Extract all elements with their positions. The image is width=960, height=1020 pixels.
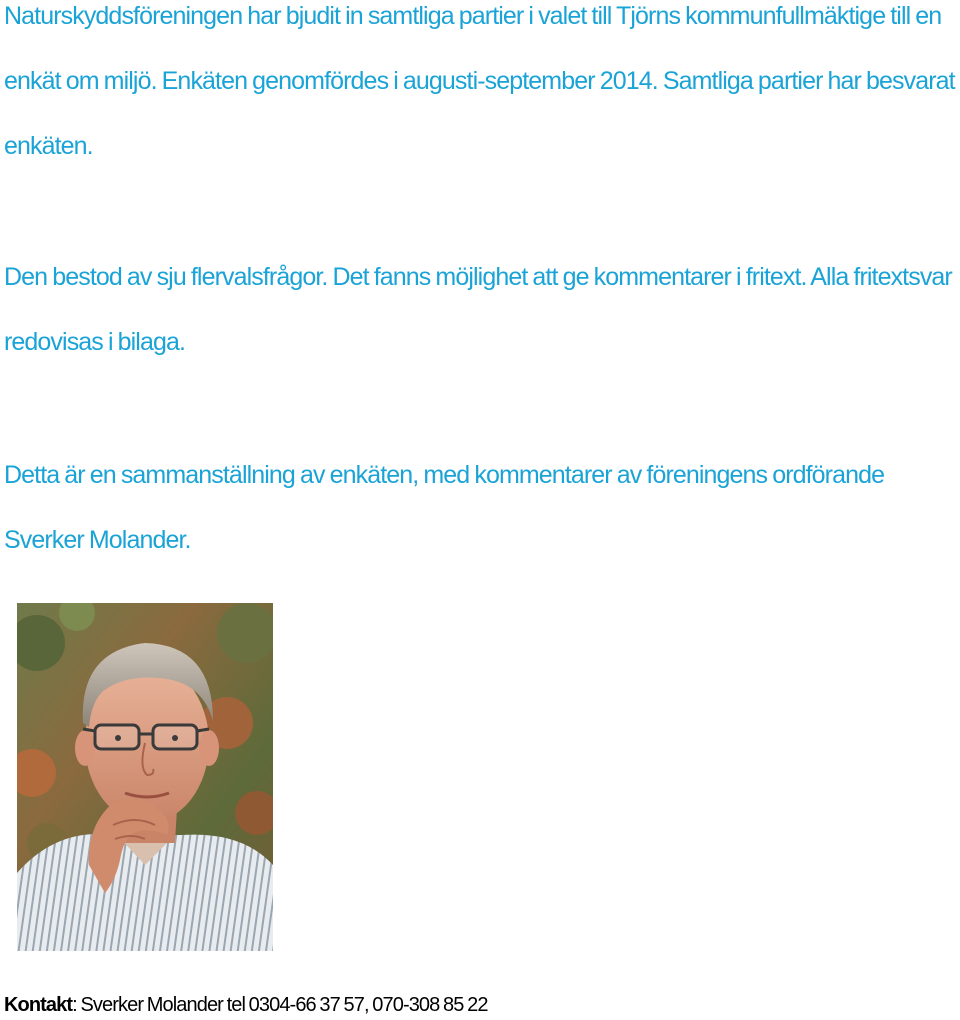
contact-separator: : xyxy=(72,994,81,1016)
intro-paragraph-3: Detta är en sammanställning av enkäten, med kommentarer av föreningens ordförande Sverker Molander. xyxy=(4,461,885,554)
intro-paragraph-2: Den bestod av sju flervalsfrågor. Det fanns möjlighet att ge kommentarer i fritext. Alla fritextsvar redovisas i bilaga. xyxy=(4,263,952,356)
contact-label: Kontakt xyxy=(4,994,73,1016)
intro-paragraph-1: Naturskyddsföreningen har bjudit in samtliga partier i valet till Tjörns kommunfullmäktige till en enkät om miljö. Enkäten genomfördes i augusti-september 2014. Samtliga partier har besvarat enkäten. xyxy=(4,2,955,160)
contact-line xyxy=(4,991,488,1019)
contact-details: Sverker Molander tel 0304-66 37 57, 070-308 85 22 xyxy=(80,994,488,1016)
portrait-photo xyxy=(17,603,273,951)
